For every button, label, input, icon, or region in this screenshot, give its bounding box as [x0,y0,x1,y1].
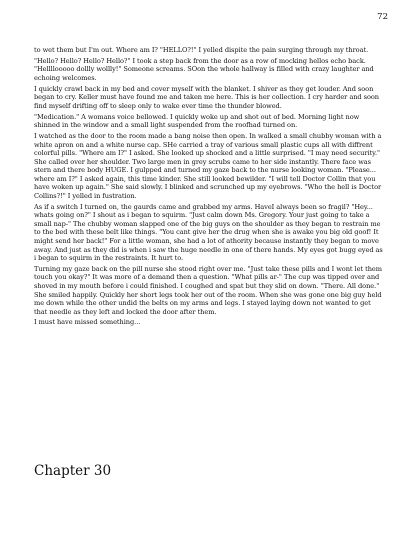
paragraph-8: I must have missed something... [34,318,141,327]
paragraph-3: I quickly crawl back in my bed and cover myself with the blanket. I shiver as they get louder. And soon began to cry. Keller must have found me and taken me here. This is her collection. I cry harder and soon find myself drifting off to sleep only to wake ever time the thunder blowed. [34,84,379,110]
page-number: 72 [377,12,388,22]
paragraph-6: As if a switch I turned on, the gaurds came and grabbed my arms. HaveI always been so fragil? "Hey... whats going on?" I shout as i began to squirm. "Just calm down Ms. Gregory. Your just going to take a small nap-" The chubby woman slapped one of the big guys on the shoulder as they began to restrain me to the bed with these belt like things. "You cant give her the drug when she is awake you big old goof! It might send her back!" For a little woman, she had a lot of athority because instantly they began to move away. And just as they did is when i saw the huge needle in one of there hands. My eyes got bugg eyed as i began to squirm in the restraints. It hurt to. [34,202,383,263]
chapter-body [34,46,386,329]
paragraph-1: to wet them but I'm out. Where am I? "HELLO?!" I yelled dispite the pain surging through my throat. [34,46,369,54]
paragraph-4: "Medication." A womans voice bellowed. I quickly woke up and shot out of bed. Morning light now shinned in the window and a small light suspended from the roofhad turned on. [34,112,360,130]
paragraph-2: "Hello? Hello? Hello? Hello?" I took a step back from the door as a row of mocking hellos echo back. "Hellllooooo dollly wollly!" Someone screams. SOon the whole hallway is filled with crazy laughter and echoing welcomes. [34,56,374,82]
chapter-heading: Chapter 30 [34,463,112,479]
paragraph-7: Turning my gaze back on the pill nurse she stood right over me. "Just take these pills and I wont let them touch you okay?" It was more of a demand then a question. "What pills ar-" The cup was tipped over and shoved in my mouth before i could finished. I coughed and spat but they slid on down. "There. All done." She smiled happily. Quickly her short legs took her out of the room. When she was gone one big guy held me down while the other undid the belts on my arms and legs. I stayed laying down not wanted to get that needle as they left and locked the door after them. [34,264,382,316]
paragraph-5: I watched as the door to the room made a bang noise then open. In walked a small chubby woman with a white apron on and a white nurse cap. SHe carried a tray of various small plastic cups all with diffrent colorful pills. "Where am I?" I asked. She looked up shocked and a little surprised. "I may need security." She called over her shoulder. Two large men in grey scrubs came to her side instantly. There face was stern and there body HUGE. I gulpped and turned my gaze back to the nurse looking woman. "Please... where am I?" I asked again, this time kinder. She still looked bewilder. "I will tell Doctor Collin that you have woken up again." She said slowly. I blinked and scrunched up my eyebrows. "Who the hell is Doctor Collins?!" I yelled in fustration. [34,132,382,200]
